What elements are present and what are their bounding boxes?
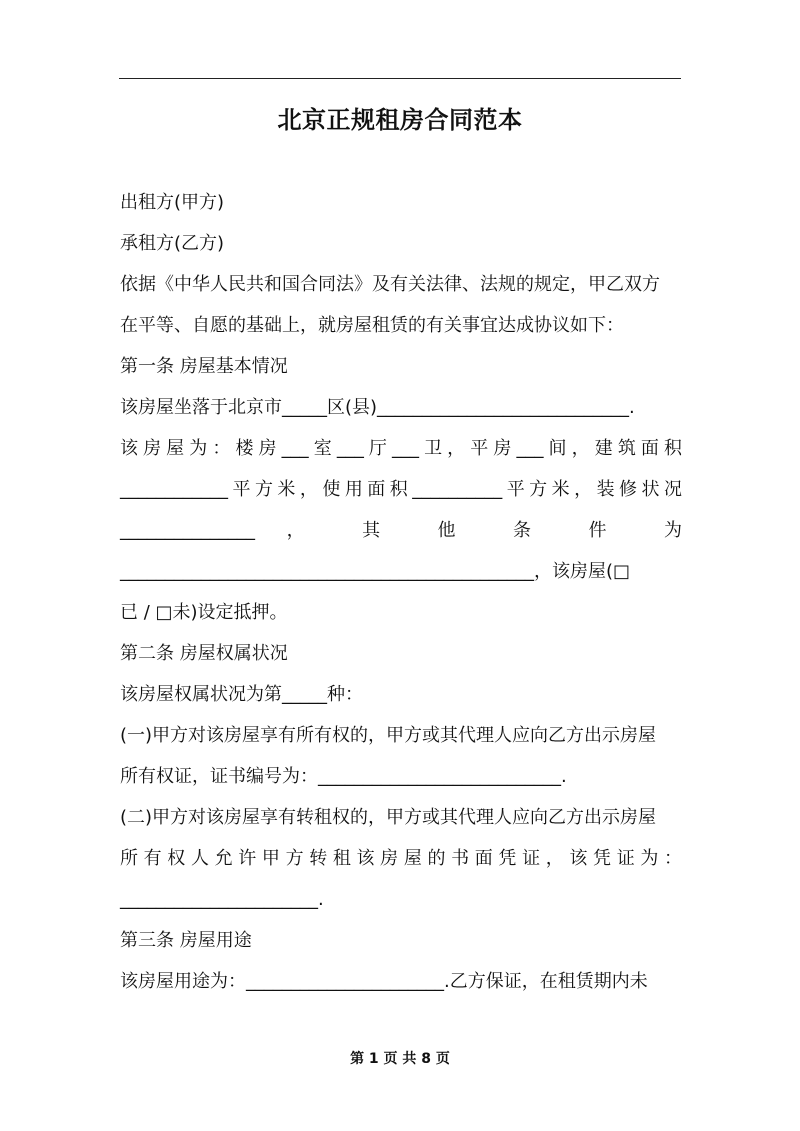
article-2-sublease-line: ______________________.: [120, 889, 324, 910]
article-1-heading: 第一条 房屋基本情况: [120, 356, 288, 377]
article-2-type-line: 该房屋权属状况为第_____种：: [120, 684, 363, 705]
article-2-sublease-line: (二)甲方对该房屋享有转租权的，甲方或其代理人应向乙方出示房屋: [120, 807, 657, 828]
article-2-ownership-line: 所有权证，证书编号为：___________________________.: [120, 766, 567, 787]
party-a-line: 出租方(甲方): [120, 192, 225, 213]
article-2-heading: 第二条 房屋权属状况: [120, 643, 288, 664]
article-1-area-line: ____________平方米，使用面积__________平方米，装修状况: [120, 479, 682, 500]
article-1-conditions-line: _______________ ， 其 他 条 件 为: [120, 520, 682, 541]
party-b-line: 承租方(乙方): [120, 233, 225, 254]
article-1-mortgage-line: 已 / □未)设定抵押。: [120, 602, 288, 623]
article-1-location-line: 该房屋坐落于北京市_____区(县)____________________________.: [120, 397, 635, 418]
article-2-ownership-line: (一)甲方对该房屋享有所有权的，甲方或其代理人应向乙方出示房屋: [120, 725, 657, 746]
preamble-line: 在平等、自愿的基础上，就房屋租赁的有关事宜达成协议如下：: [120, 315, 624, 336]
article-2-sublease-line: 所有权人允许甲方转租该房屋的书面凭证，该凭证为：: [120, 848, 682, 869]
article-1-layout-line: 该房屋为：楼房___室___厅___卫，平房___间，建筑面积: [120, 438, 682, 459]
article-3-usage-line: 该房屋用途为：______________________.乙方保证，在租赁期内未: [120, 971, 648, 992]
page-number: 第 1 页 共 8 页: [350, 1051, 450, 1067]
header-rule: [119, 78, 681, 79]
article-1-mortgage-line: ______________________________________________，该房屋(□: [120, 561, 631, 582]
document-title: 北京正规租房合同范本: [277, 106, 523, 134]
preamble-line: 依据《中华人民共和国合同法》及有关法律、法规的规定，甲乙双方: [120, 274, 660, 295]
document-body: [120, 186, 682, 1006]
article-3-heading: 第三条 房屋用途: [120, 930, 252, 951]
